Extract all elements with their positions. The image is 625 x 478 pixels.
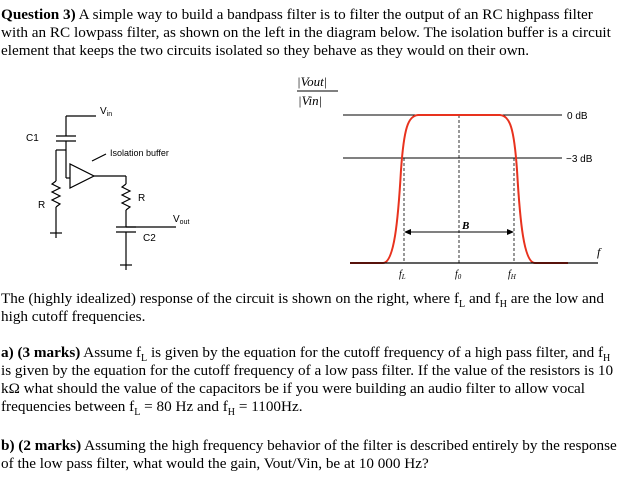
part-b-label: b) (2 marks) xyxy=(1,437,82,454)
y-axis-label-top: |Vout| xyxy=(297,74,328,89)
r-right-resistor xyxy=(122,184,130,210)
buffer-pointer xyxy=(92,154,106,161)
bandwidth-arrow-right-head xyxy=(507,229,514,235)
vin-label: $V_{in}$ xyxy=(100,106,113,118)
f0-label: $f_0$ xyxy=(455,269,462,281)
r-left-label: R xyxy=(38,200,46,211)
r-right-label: R xyxy=(138,193,146,204)
question-intro-text: A simple way to build a bandpass filter is to filter the output of an RC highpass filter with an RC lowpass filter, as shown on the left in the diagram below. The isolation buffer is a circuit element that keeps the two circuits isolated so they behave as they would on their own. xyxy=(1,6,611,59)
frequency-axis-label: f xyxy=(597,245,601,259)
isolation-buffer xyxy=(70,164,94,188)
response-graph xyxy=(297,74,602,281)
c2-label: C2 xyxy=(143,233,156,244)
fh-label: $f_H$ xyxy=(508,269,516,281)
part-a-label: a) (3 marks) xyxy=(1,344,81,361)
c1-label: C1 xyxy=(26,133,39,144)
bandwidth-label: B xyxy=(462,220,470,232)
vout-label: $V_{out}$ xyxy=(173,214,190,226)
question-intro xyxy=(1,6,622,60)
question-label: Question 3) xyxy=(1,6,76,23)
bandwidth-arrow-left-head xyxy=(404,229,411,235)
part-a: a) (3 marks) Assume $f_L$ is given by the equation for the cutoff frequency of a high pass filter, and $f_H$ is given by the equation for the cutoff frequency of a low pass filter. If the value of the resistors is 10 kΩ what should the value of the capacitors be if you were building an audio filter to allow vocal frequencies between $f_L = 80$ Hz and $f_H = 1100Hz$. xyxy=(1,344,614,419)
circuit-diagram xyxy=(50,116,176,270)
diagram-figure xyxy=(0,70,625,285)
response-description: The (highly idealized) response of the circuit is shown on the right, where $f_L$ and $f_H$ are the low and high cutoff frequencies. xyxy=(1,290,604,325)
r-left-resistor xyxy=(52,181,60,207)
part-b: b) (2 marks) Assuming the high frequency behavior of the filter is described entirely by the response of the low pass filter, what would the gain, Vout/Vin, be at 10 000 Hz? xyxy=(1,437,617,472)
fl-label: $f_L$ xyxy=(399,269,406,281)
minus-three-db-label: −3 dB xyxy=(566,154,593,165)
buffer-label: Isolation buffer xyxy=(110,148,169,158)
y-axis-label-bottom: |Vin| xyxy=(298,93,323,108)
zero-db-label: 0 dB xyxy=(567,111,588,122)
